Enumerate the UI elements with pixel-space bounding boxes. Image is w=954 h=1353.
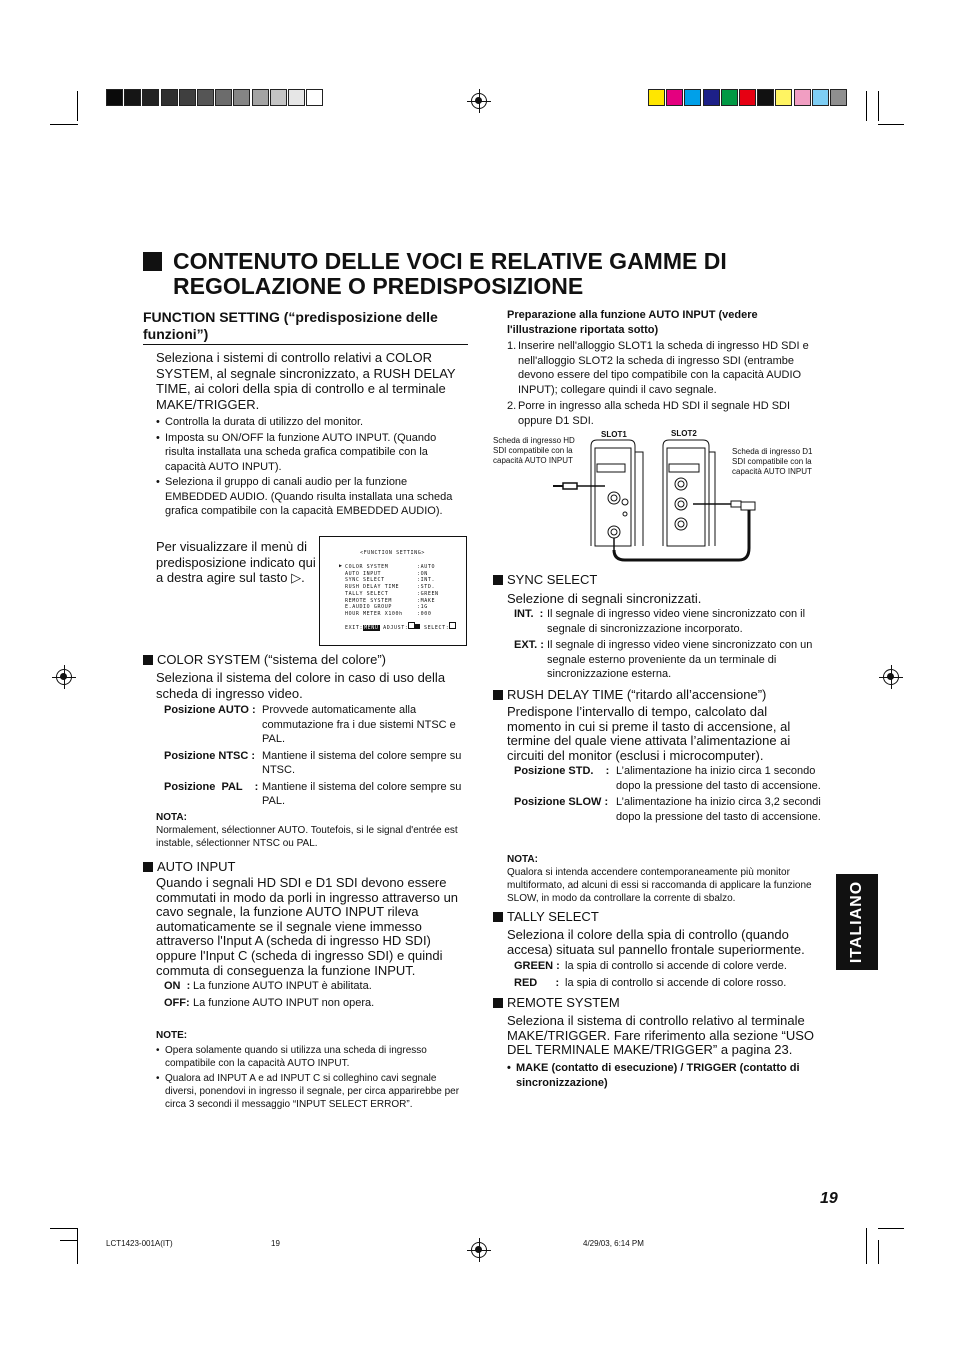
preparation-heading: Preparazione alla funzione AUTO INPUT (vedere l'illustrazione riportata sotto) xyxy=(507,309,758,336)
section-square-icon xyxy=(493,575,503,585)
auto-input-notes xyxy=(156,1044,461,1111)
menu-row: SYNC SELECT :INT. xyxy=(345,577,436,584)
slot1-label: SLOT1 xyxy=(601,430,627,439)
diagram-left-caption: Scheda di ingresso HD SDI compatibile con la capacità AUTO INPUT xyxy=(493,436,575,465)
remote-system-bullet xyxy=(507,1061,822,1090)
color-system-intro: Seleziona il sistema del colore in caso di uso della scheda di ingresso video. xyxy=(156,670,446,701)
remote-system-heading: REMOTE SYSTEM xyxy=(493,995,813,1011)
menu-cursor: ▶ xyxy=(339,563,343,569)
slot-cards-illustration xyxy=(493,428,823,568)
function-setting-heading: FUNCTION SETTING (“predisposizione delle funzioni”) xyxy=(143,309,438,342)
color-swatch xyxy=(288,89,305,106)
plus-key-icon xyxy=(415,624,420,629)
list-item: • MAKE (contatto di esecuzione) / TRIGGER (contatto di sincronizzazione) xyxy=(507,1061,822,1090)
page-title-line2: REGOLAZIONE O PREDISPOSIZIONE xyxy=(173,273,584,299)
color-swatch xyxy=(142,89,159,106)
color-swatch xyxy=(684,89,701,106)
language-tab: ITALIANO xyxy=(836,874,878,970)
color-swatch xyxy=(161,89,178,106)
auto-input-intro: Quando i segnali HD SDI e D1 SDI devono essere commutati in modo da porli in ingresso attraverso un cavo segnale, la funzione AUTO INPUT rileva automaticamente se il segnale viene immesso attraverso l'Input A (scheda di ingresso HD SDI) oppure l'Input C (scheda di ingresso SDI) e quindi commuta di conseguenza la funzione INPUT. xyxy=(156,875,459,978)
rush-delay-options: Posizione STD. : L’alimentazione ha inizio circa 1 secondo dopo la pressione del tasto di accensione. Posizione SLOW : L’alimentazione ha inizio circa 3,2 secondi dopo la pressione del tasto di accensione. xyxy=(514,765,821,823)
menu-note: Per visualizzare il menù di predisposizione indicato qui a destra agire sul tasto ▷. xyxy=(156,539,316,585)
registration-mark-icon xyxy=(471,1242,487,1258)
section-square-icon xyxy=(493,998,503,1008)
section-square-icon xyxy=(493,690,503,700)
color-swatch xyxy=(812,89,829,106)
menu-rows xyxy=(345,564,460,618)
menu-row: AUTO INPUT :ON xyxy=(345,570,428,577)
footer-date: 4/29/03, 6:14 PM xyxy=(583,1239,644,1248)
diagram-right-caption: Scheda di ingresso D1 SDI compatibile con la capacità AUTO INPUT xyxy=(732,447,813,476)
color-swatch xyxy=(270,89,287,106)
footer-page: 19 xyxy=(271,1239,280,1248)
color-system-note: NOTA: Normalement, sélectionner AUTO. Toutefois, si le signal d'entrée est instable, sélectionner NTSC ou PAL. xyxy=(156,812,458,849)
color-swatch xyxy=(106,89,123,106)
color-swatch xyxy=(215,89,232,106)
step-item: 1. Inserire nell'alloggio SLOT1 la scheda di ingresso HD SDI e nell'alloggio SLOT2 la scheda di ingresso SDI (entrambe devono essere del tipo compatibile con la capacità AUDIO INPUT); collegare quindi il cavo segnale. xyxy=(507,340,809,397)
menu-row: RUSH DELAY TIME :STD. xyxy=(345,584,436,591)
list-item: • Controlla la durata di utilizzo del monitor. xyxy=(156,415,461,430)
registration-mark-icon xyxy=(471,93,487,109)
list-item: • Seleziona il gruppo di canali audio per la funzione EMBEDDED AUDIO. (Quando risulta installata una scheda grafica compatibile con la capacità EMBEDDED AUDIO). xyxy=(156,475,461,519)
heading-rule xyxy=(143,344,468,345)
slot2-label: SLOT2 xyxy=(671,429,697,438)
function-setting-menu-screen xyxy=(319,536,467,646)
section-square-icon xyxy=(143,655,153,665)
tally-select-intro: Seleziona il colore della spia di controllo (quando accesa) situata sul pannello frontale superiormente. xyxy=(507,927,805,957)
option-row: Posizione PAL : Mantiene il sistema del colore sempre su PAL. xyxy=(164,780,462,807)
list-item: • Qualora ad INPUT A e ad INPUT C si colleghino cavi segnale diversi, ponendovi in ingresso il segnale, per circa apparirebbe per circa 3 secondi il messaggio “INPUT SELECT ERROR”. xyxy=(156,1072,461,1111)
color-swatch xyxy=(666,89,683,106)
sync-select-intro: Selezione di segnali sincronizzati. xyxy=(507,591,702,606)
menu-footer: EXIT:MENU ADJUST: SELECT: xyxy=(345,622,456,632)
color-swatch xyxy=(703,89,720,106)
color-swatch xyxy=(179,89,196,106)
footer-code: LCT1423-001A(IT) xyxy=(106,1239,173,1248)
option-row: Posizione AUTO : Provvede automaticamente alla commutazione fra i due sistemi NTSC e PAL. xyxy=(164,704,456,745)
section-square-icon xyxy=(143,862,153,872)
section-square-icon xyxy=(493,912,503,922)
rush-delay-note: NOTA: Qualora si intenda accendere contemporaneamente più monitor multiformato, ad alcuni di essi si raccomanda di applicare la funzione SLOW, in modo da controllare la corrente di sbalzo. xyxy=(507,854,812,904)
color-swatch xyxy=(775,89,792,106)
color-swatch xyxy=(648,89,665,106)
color-swatch xyxy=(124,89,141,106)
page-number: 19 xyxy=(820,1190,838,1207)
color-swatch xyxy=(197,89,214,106)
minus-key-icon xyxy=(408,622,415,629)
menu-row: TALLY SELECT :GREEN xyxy=(345,590,439,597)
tally-select-options: GREEN : la spia di controllo si accende di colore verde. RED : la spia di controllo si accende di colore rosso. xyxy=(514,960,787,989)
menu-row: COLOR SYSTEM :AUTO xyxy=(345,564,436,570)
color-swatch xyxy=(306,89,323,106)
rush-delay-heading: RUSH DELAY TIME (“ritardo all’accensione”) xyxy=(493,687,823,703)
menu-row: REMOTE SYSTEM :MAKE xyxy=(345,597,436,604)
sync-select-heading: SYNC SELECT xyxy=(493,572,813,588)
color-swatch xyxy=(721,89,738,106)
menu-header: <FUNCTION SETTING> xyxy=(360,550,425,556)
select-key-icon xyxy=(449,622,456,629)
tally-select-heading: TALLY SELECT xyxy=(493,909,813,925)
menu-row: E.AUDIO GROUP :1G xyxy=(345,604,428,611)
function-setting-intro: Seleziona i sistemi di controllo relativi a COLOR SYSTEM, al segnale sincronizzato, a RUSH DELAY TIME, ai colori della spia di controllo e al terminale MAKE/TRIGGER. xyxy=(156,350,456,412)
option-row: Posizione NTSC : Mantiene il sistema del colore sempre su NTSC. xyxy=(164,749,462,776)
sync-select-options: INT. : Il segnale di ingresso video viene sincronizzato con il segnale di sincronizzazione incorporato. EXT. : Il segnale di ingresso video viene sincronizzato con un segnale esterno proveniente da un terminale di sincronizzazione esterna. xyxy=(514,608,813,680)
color-swatch xyxy=(757,89,774,106)
color-swatch xyxy=(739,89,756,106)
preparation-steps xyxy=(507,339,822,428)
registration-mark-icon xyxy=(56,669,72,685)
auto-input-heading: AUTO INPUT xyxy=(143,859,463,875)
rush-delay-intro: Predispone l’intervallo di tempo, calcolato dal momento in cui si preme il tasto di accensione, al termine del quale viene attivata l’alimentazione ai circuiti del monitor (esclusi i microcomputer). xyxy=(507,704,791,763)
auto-input-diagram xyxy=(493,428,823,568)
remote-system-intro: Seleziona il sistema di controllo relativo al terminale MAKE/TRIGGER. Fare riferimento alla sezione “USO DEL TERMINALE MAKE/TRIGGER” a pagina 23. xyxy=(507,1013,815,1058)
color-swatch xyxy=(252,89,269,106)
auto-input-notes-title: NOTE: xyxy=(156,1030,188,1041)
step-item: 2. Porre in ingresso alla scheda HD SDI il segnale HD SDI oppure D1 SDI. xyxy=(507,399,791,427)
page-title xyxy=(173,249,793,299)
function-setting-bullets xyxy=(156,415,461,519)
color-swatch xyxy=(233,89,250,106)
color-swatch xyxy=(830,89,847,106)
registration-mark-icon xyxy=(883,669,899,685)
list-item: • Opera solamente quando si utilizza una scheda di ingresso compatibile con la capacità AUTO INPUT. xyxy=(156,1044,461,1070)
color-swatch xyxy=(794,89,811,106)
title-square-icon xyxy=(143,252,162,271)
color-system-heading: COLOR SYSTEM (“sistema del colore”) xyxy=(143,652,463,668)
page-title-line1: CONTENUTO DELLE VOCI E RELATIVE GAMME DI xyxy=(173,248,727,274)
auto-input-options: ON : La funzione AUTO INPUT è abilitata. OFF: La funzione AUTO INPUT non opera. xyxy=(164,980,375,1009)
list-item: • Imposta su ON/OFF la funzione AUTO INPUT. (Quando risulta installata una scheda grafica compatibile con la capacità AUTO INPUT). xyxy=(156,431,461,475)
color-system-options xyxy=(164,703,464,809)
menu-row: HOUR METER X100h :000 xyxy=(345,610,432,617)
